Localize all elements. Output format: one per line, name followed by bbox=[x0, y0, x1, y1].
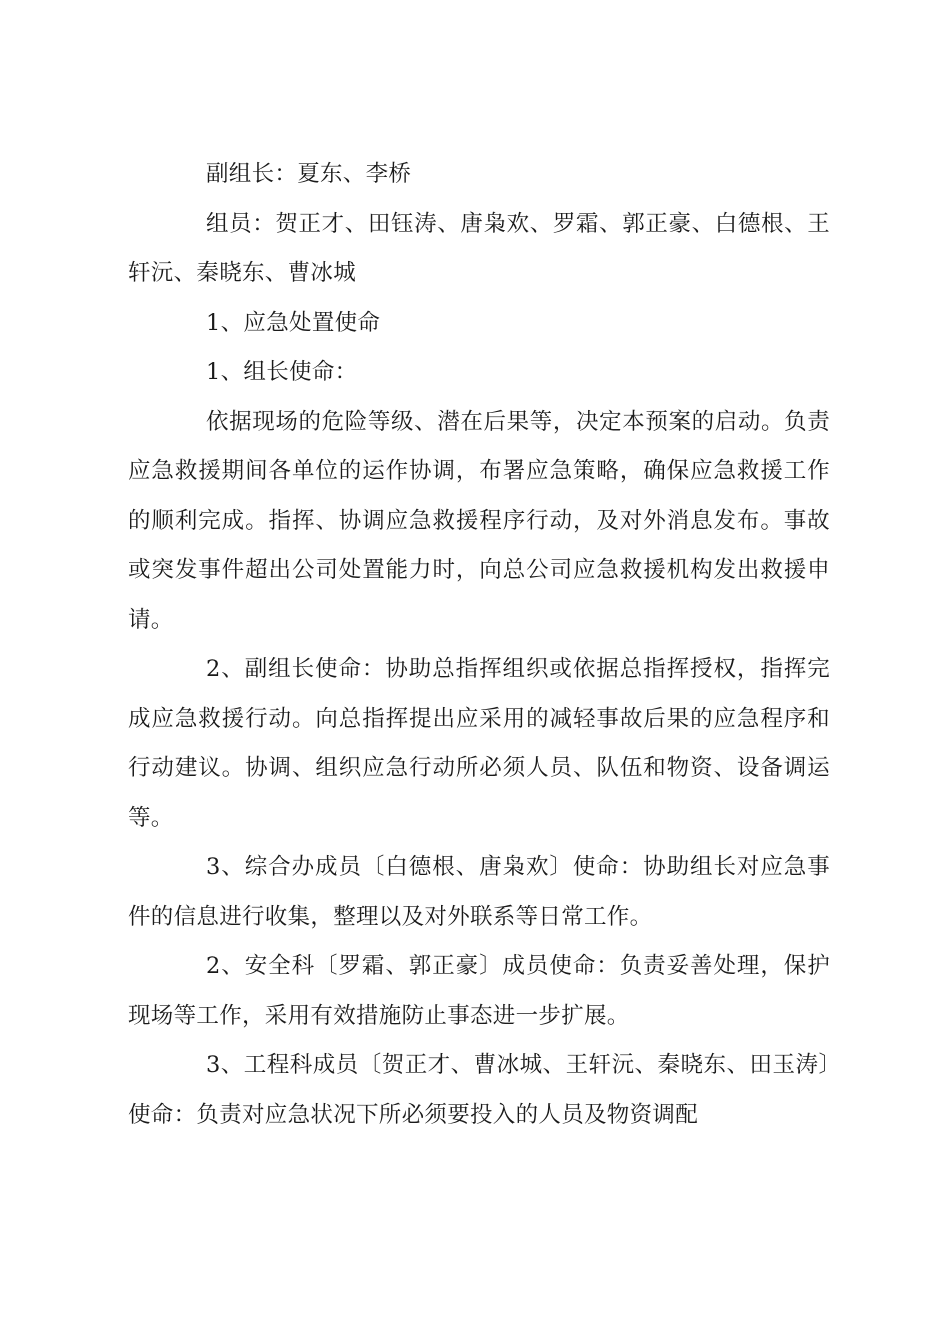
document-body bbox=[128, 150, 830, 1140]
paragraph-engineering-mission: 3、工程科成员〔贺正才、曹冰城、王轩沅、秦晓东、田玉涛〕使命：负责对应急状况下所必须要投入的人员及物资调配 bbox=[128, 1052, 830, 1128]
paragraph-section-heading: 1、应急处置使命 bbox=[206, 309, 381, 336]
paragraph-leader-mission: 依据现场的危险等级、潜在后果等，决定本预案的启动。负责应急救援期间各单位的运作协调，布署应急策略，确保应急救援工作的顺利完成。指挥、协调应急救援程序行动，及对外消息发布。事故或突发事件超出公司处置能力时，向总公司应急救援机构发出救援申请。 bbox=[128, 408, 830, 633]
paragraph-deputy-mission: 2、副组长使命：协助总指挥组织或依据总指挥授权，指挥完成应急救援行动。向总指挥提出应采用的减轻事故后果的应急程序和行动建议。协调、组织应急行动所必须人员、队伍和物资、设备调运等。 bbox=[128, 656, 830, 831]
paragraph-deputy-leaders: 副组长：夏东、李桥 bbox=[206, 161, 412, 187]
paragraph-members: 组员：贺正才、田钰涛、唐枭欢、罗霜、郭正豪、白德根、王轩沅、秦晓东、曹冰城 bbox=[128, 210, 830, 286]
paragraph-leader-mission-heading: 1、组长使命： bbox=[206, 359, 358, 385]
paragraph-safety-mission: 2、安全科〔罗霜、郭正豪〕成员使命：负责妥善处理，保护现场等工作，采用有效措施防止事态进一步扩展。 bbox=[128, 953, 830, 1029]
paragraph-office-mission: 3、综合办成员〔白德根、唐枭欢〕使命：协助组长对应急事件的信息进行收集，整理以及对外联系等日常工作。 bbox=[128, 854, 830, 930]
